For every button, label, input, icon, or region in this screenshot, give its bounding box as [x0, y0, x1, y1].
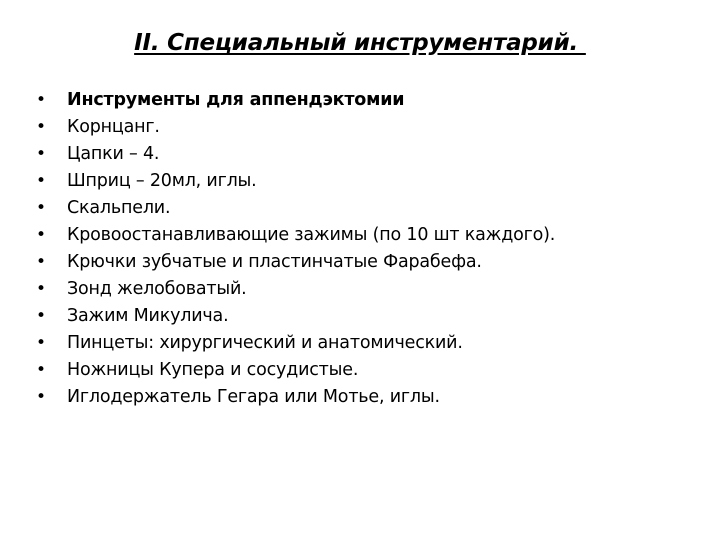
bullet-icon: •	[36, 360, 46, 380]
slide-title: II. Специальный инструментарий.	[134, 30, 586, 56]
list-item	[36, 87, 696, 114]
bullet-icon: •	[36, 252, 46, 272]
list-item	[36, 195, 696, 222]
bullet-icon: •	[36, 198, 46, 218]
bullet-icon: •	[36, 171, 46, 191]
list-item-text: Крючки зубчатые и пластинчатые Фарабефа.	[67, 252, 482, 272]
list-item-text: Зонд желобоватый.	[67, 279, 247, 299]
list-item	[36, 141, 696, 168]
bullet-icon: •	[36, 279, 46, 299]
list-item-text: Шприц – 20мл, иглы.	[67, 171, 257, 191]
list-item	[36, 114, 696, 141]
list-item	[36, 168, 696, 195]
list-item	[36, 222, 696, 249]
list-item-text: Цапки – 4.	[67, 144, 160, 164]
list-item-text: Иглодержатель Гегара или Мотье, иглы.	[67, 387, 440, 407]
bullet-icon: •	[36, 144, 46, 164]
list-item-text: Кровоостанавливающие зажимы (по 10 шт каждого).	[67, 225, 556, 245]
bullet-icon: •	[36, 333, 46, 353]
list-item	[36, 357, 696, 384]
list-item	[36, 276, 696, 303]
list-item-text: Инструменты для аппендэктомии	[67, 90, 405, 110]
list-item	[36, 303, 696, 330]
instrument-list	[36, 87, 696, 411]
list-item-text: Ножницы Купера и сосудистые.	[67, 360, 359, 380]
bullet-icon: •	[36, 117, 46, 137]
bullet-icon: •	[36, 387, 46, 407]
bullet-icon: •	[36, 306, 46, 326]
list-item-text: Корнцанг.	[67, 117, 160, 137]
bullet-icon: •	[36, 90, 46, 110]
list-item-text: Скальпели.	[67, 198, 171, 218]
bullet-icon: •	[36, 225, 46, 245]
list-item-text: Зажим Микулича.	[67, 306, 229, 326]
list-item-text: Пинцеты: хирургический и анатомический.	[67, 333, 463, 353]
list-item	[36, 249, 696, 276]
list-item	[36, 330, 696, 357]
list-item	[36, 384, 696, 411]
